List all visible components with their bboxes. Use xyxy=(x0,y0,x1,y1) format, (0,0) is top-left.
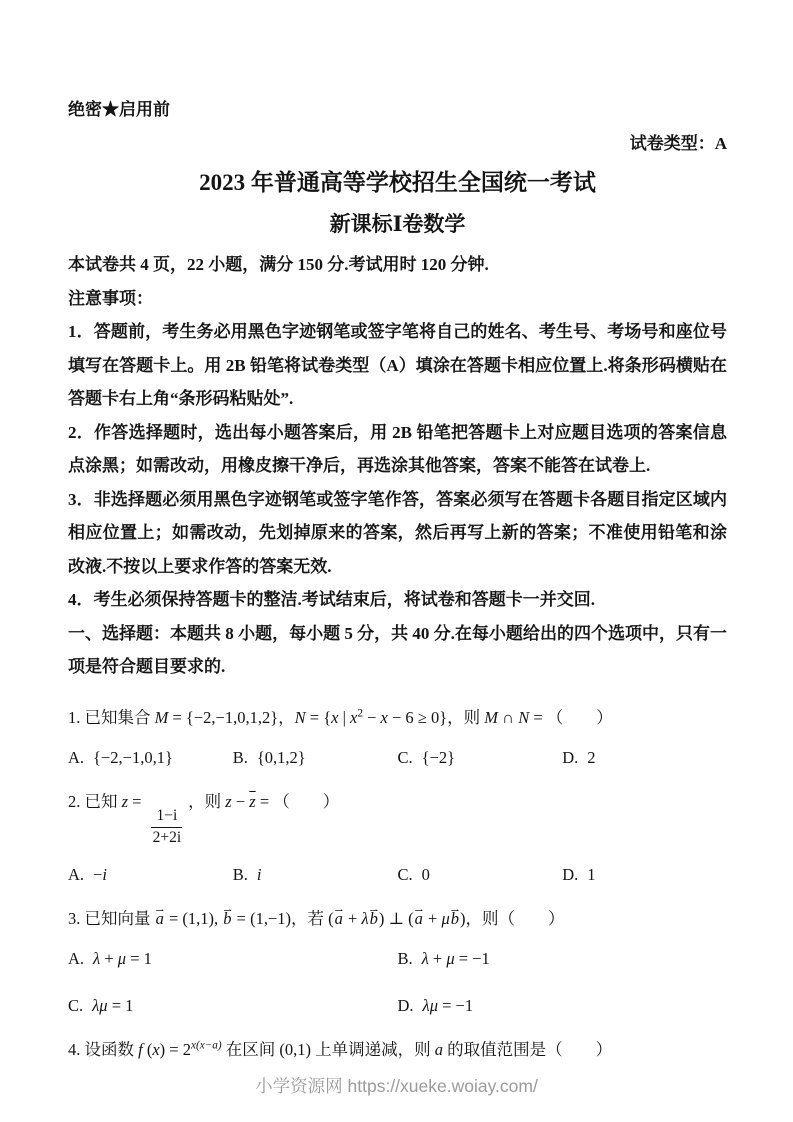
option-label: A. xyxy=(68,747,85,767)
questions-container xyxy=(68,705,727,1063)
math-segment: = −1 xyxy=(454,948,490,968)
question-options xyxy=(68,865,727,885)
math-segment: = (1,1), xyxy=(164,908,223,928)
option xyxy=(562,748,727,768)
question-stem xyxy=(68,906,727,932)
page-subtitle: 新课标Ⅰ卷数学 xyxy=(329,212,466,236)
notice-item-2: 2．作答选择题时，选出每小题答案后，用 2B 铅笔把答题卡上对应题目选项的答案信息点涂黑；如需改动，用橡皮擦干净后，再选涂其他答案，答案不能答在试卷上. xyxy=(68,422,727,475)
question-options xyxy=(68,949,727,1016)
option-label: D. xyxy=(562,747,579,767)
notice-item-1: 1．答题前，考生务必用黑色字迹钢笔或签字笔将自己的姓名、考生号、考场号和座位号填写在答题卡上。用 2B 铅笔将试卷类型（A）填涂在答题卡相应位置上.将条形码横贴在答题卡右上角“条形码粘贴处”. xyxy=(68,322,727,408)
math-segment: a xyxy=(434,1039,443,1059)
math-segment: ∩ xyxy=(498,707,519,727)
math-segment: 在区间 xyxy=(221,1039,280,1059)
math-segment: ( xyxy=(328,908,334,928)
notice-item-3: 3．非选择题必须用黑色字迹钢笔或签字笔作答，答案必须写在答题卡各题目指定区域内相应位置上；如需改动，先划掉原来的答案，然后再写上新的答案；不准使用铅笔和涂改液.不按以上要求作答的答案无效. xyxy=(68,489,727,576)
option-label: B. xyxy=(397,948,413,968)
math-segment: M xyxy=(154,707,169,727)
math-segment: ) xyxy=(460,908,466,928)
option xyxy=(398,748,563,768)
math-segment: $\overline{z}$ xyxy=(249,791,256,811)
math-segment: x xyxy=(331,707,339,727)
math-segment: z xyxy=(121,791,129,811)
math-segment: λμ xyxy=(422,995,438,1015)
math-segment: μ xyxy=(446,948,455,968)
exam-meta-line: 本试卷共 4 页，22 小题，满分 150 分.考试用时 120 分钟. xyxy=(68,255,489,274)
math-segment: a ⇀ xyxy=(414,906,424,932)
math-segment: b ⇀ xyxy=(222,906,232,932)
option xyxy=(68,748,233,768)
math-segment: x xyxy=(380,707,388,727)
math-segment: 4. 设函数 xyxy=(68,1039,139,1059)
math-segment: − 6 ≥ 0} xyxy=(387,707,448,727)
question-4 xyxy=(68,1037,727,1063)
option xyxy=(562,865,727,885)
math-segment: ，则（ ） xyxy=(465,908,565,928)
section-title-choice: 一、选择题：本题共 8 小题，每小题 5 分，共 40 分.在每小题给出的四个选项中，只有一项是符合题目要求的. xyxy=(68,623,727,676)
option-label: B. xyxy=(232,864,248,884)
option xyxy=(398,949,728,969)
math-segment: ， xyxy=(278,707,295,727)
math-segment: = 1 xyxy=(107,995,134,1015)
math-segment: 2. 已知 xyxy=(68,791,122,811)
math-segment: + xyxy=(100,948,118,968)
math-segment: {0,1,2} xyxy=(256,747,306,767)
math-segment: i xyxy=(102,864,107,884)
math-segment: 的取值范围是（ ） xyxy=(442,1039,613,1059)
math-segment: b ⇀ xyxy=(450,906,460,932)
math-segment: = xyxy=(128,791,146,811)
fraction xyxy=(151,806,184,847)
classification-label: 绝密★启用前 xyxy=(68,100,170,119)
math-segment: λ xyxy=(421,948,429,968)
math-segment: = { xyxy=(305,707,332,727)
math-segment: + xyxy=(343,908,362,928)
math-segment: （ ） xyxy=(546,707,613,727)
option-label: B. xyxy=(232,747,248,767)
option-label: C. xyxy=(68,995,84,1015)
math-segment: | xyxy=(338,707,351,727)
math-segment: − xyxy=(231,791,250,811)
math-segment: μ xyxy=(117,948,127,968)
math-segment: （ ） xyxy=(273,791,340,811)
math-segment: N xyxy=(294,707,306,727)
math-segment: λ xyxy=(93,948,101,968)
math-segment: a ⇀ xyxy=(334,906,344,932)
option xyxy=(233,748,398,768)
math-segment: + xyxy=(423,908,442,928)
math-segment: {−2} xyxy=(421,747,456,767)
math-segment: 2 xyxy=(357,707,363,719)
question-stem xyxy=(68,789,727,848)
math-segment: = (1,−1) xyxy=(232,908,292,928)
fraction-numerator: 1−i xyxy=(151,806,182,827)
math-segment: {−2,−1,0,1} xyxy=(93,747,173,767)
math-segment: ，则 xyxy=(188,791,226,811)
page-title: 2023 年普通高等学校招生全国统一考试 xyxy=(199,170,596,195)
math-segment: − xyxy=(93,864,103,884)
question-1 xyxy=(68,705,727,768)
math-segment: λμ xyxy=(92,995,108,1015)
option-label: A. xyxy=(68,948,85,968)
notice-title: 注意事项： xyxy=(68,288,153,308)
math-segment: ) = 2 xyxy=(159,1039,191,1059)
math-segment: a ⇀ xyxy=(155,906,165,932)
option-label: A. xyxy=(68,864,85,884)
question-stem xyxy=(68,705,727,731)
question-stem xyxy=(68,1037,727,1063)
math-segment: ，则 xyxy=(447,707,485,727)
math-segment: 2 xyxy=(587,747,596,767)
footer-watermark: 小学资源网 https://xueke.woiay.com/ xyxy=(255,1076,538,1096)
math-segment: N xyxy=(518,707,530,727)
math-segment: = xyxy=(529,707,547,727)
math-segment: b ⇀ xyxy=(369,906,379,932)
math-segment: 1 xyxy=(587,864,596,884)
math-segment: + xyxy=(428,948,447,968)
math-segment: M xyxy=(484,707,499,727)
math-segment: 0 xyxy=(421,864,430,884)
math-segment: x(x−a) xyxy=(190,1039,222,1052)
math-segment: ，若 xyxy=(291,908,329,928)
option-label: D. xyxy=(562,864,579,884)
math-segment: i xyxy=(256,864,262,884)
math-segment: 上单调递减，则 xyxy=(310,1039,435,1059)
math-segment: μ xyxy=(441,908,450,928)
math-segment: = {−2,−1,0,1,2} xyxy=(168,707,279,727)
math-segment: ( xyxy=(142,1039,153,1059)
notice-item-4: 4．考生必须保持答题卡的整洁.考试结束后，将试卷和答题卡一并交回. xyxy=(68,590,595,609)
question-3 xyxy=(68,906,727,1016)
math-segment: = xyxy=(255,791,274,811)
paper-type-label: 试卷类型：A xyxy=(629,134,727,153)
fraction-denominator: 2+2i xyxy=(152,828,182,846)
option xyxy=(68,865,233,885)
math-segment: x xyxy=(350,707,358,727)
option xyxy=(398,996,728,1016)
math-segment: = −1 xyxy=(437,995,474,1015)
question-options xyxy=(68,748,727,768)
math-segment: x xyxy=(152,1039,160,1059)
option-label: D. xyxy=(397,995,414,1015)
option xyxy=(68,949,398,969)
math-segment: λ xyxy=(361,908,369,928)
option xyxy=(398,865,563,885)
math-segment: f xyxy=(138,1039,143,1059)
math-segment: = 1 xyxy=(126,948,152,968)
option xyxy=(68,996,398,1016)
math-segment: ) ⊥ ( xyxy=(378,908,414,928)
option xyxy=(233,865,398,885)
option-label: C. xyxy=(397,747,413,767)
math-segment: z xyxy=(225,791,232,811)
option-label: C. xyxy=(397,864,413,884)
math-segment: (0,1) xyxy=(279,1039,311,1059)
math-segment: − xyxy=(362,707,381,727)
question-2 xyxy=(68,789,727,885)
math-segment: 3. 已知向量 xyxy=(68,908,155,928)
math-segment: 1. 已知集合 xyxy=(68,707,155,727)
